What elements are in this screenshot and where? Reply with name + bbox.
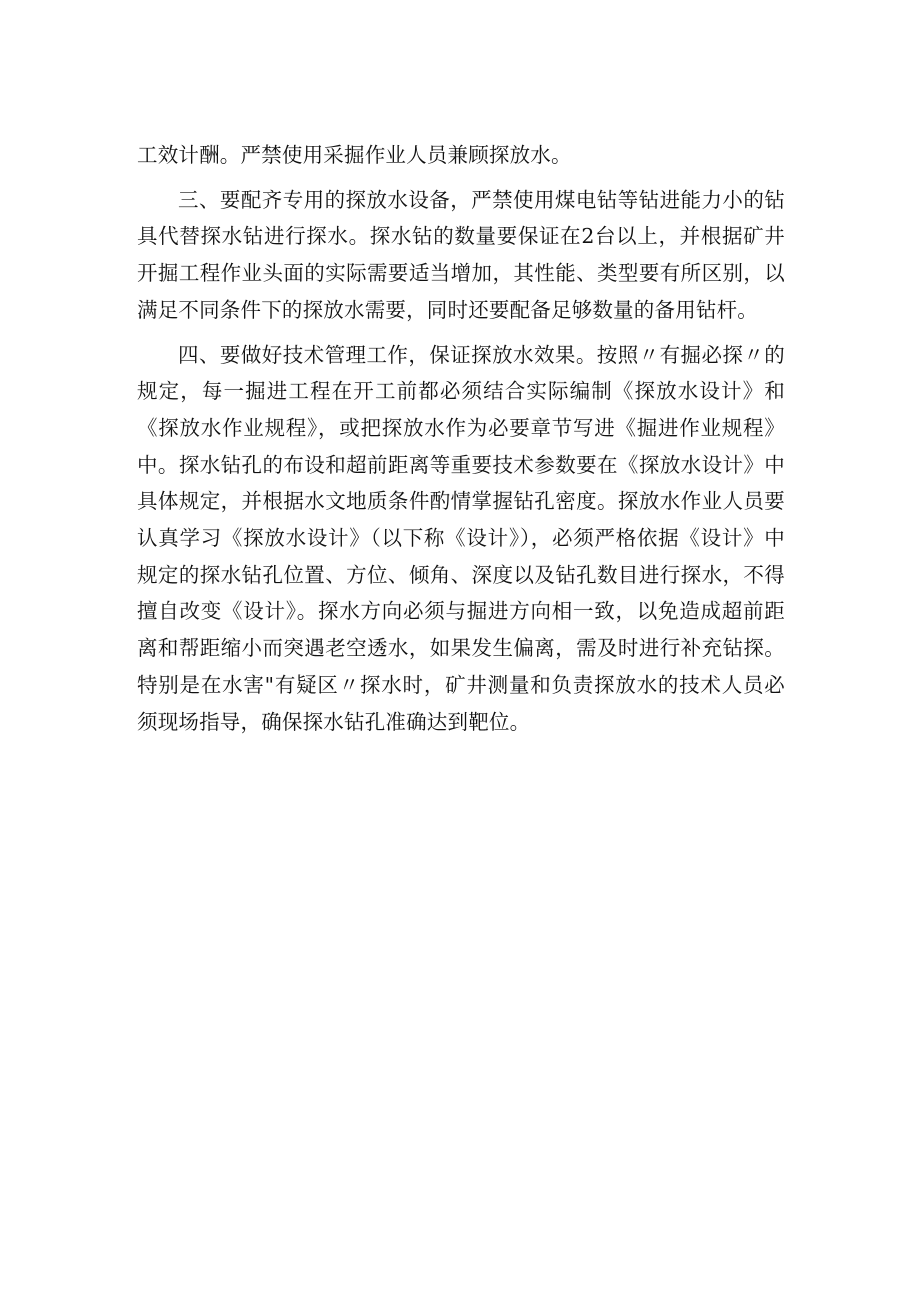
paragraph-section-three-equipment: 三、要配齐专用的探放水设备，严禁使用煤电钻等钻进能力小的钻具代替探水钻进行探水。探水钻的数量要保证在2台以上，并根据矿井开掘工程作业头面的实际需要适当增加，其性能、类型要有所区别，以满足不同条件下的探放水需要，同时还要配备足够数量的备用钻杆。 bbox=[137, 187, 785, 322]
document-body bbox=[137, 137, 785, 748]
paragraph-section-four-technical-management: 四、要做好技术管理工作，保证探放水效果。按照〃有掘必探〃的规定，每一掘进工程在开工前都必须结合实际编制《探放水设计》和《探放水作业规程》，或把探放水作为必要章节写进《掘进作业规程》中。探水钻孔的布设和超前距离等重要技术参数要在《探放水设计》中具体规定，并根据水文地质条件酌情掌握钻孔密度。探放水作业人员要认真学习《探放水设计》（以下称《设计》），必须严格依据《设计》中规定的探水钻孔位置、方位、倾角、深度以及钻孔数目进行探水，不得擅自改变《设计》。探水方向必须与掘进方向相一致，以免造成超前距离和帮距缩小而突遇老空透水，如果发生偏离，需及时进行补充钻探。特别是在水害"有疑区〃探水时，矿井测量和负责探放水的技术人员必须现场指导，确保探水钻孔准确达到靶位。 bbox=[137, 342, 785, 734]
paragraph-continuation: 工效计酬。严禁使用采掘作业人员兼顾探放水。 bbox=[137, 143, 572, 167]
